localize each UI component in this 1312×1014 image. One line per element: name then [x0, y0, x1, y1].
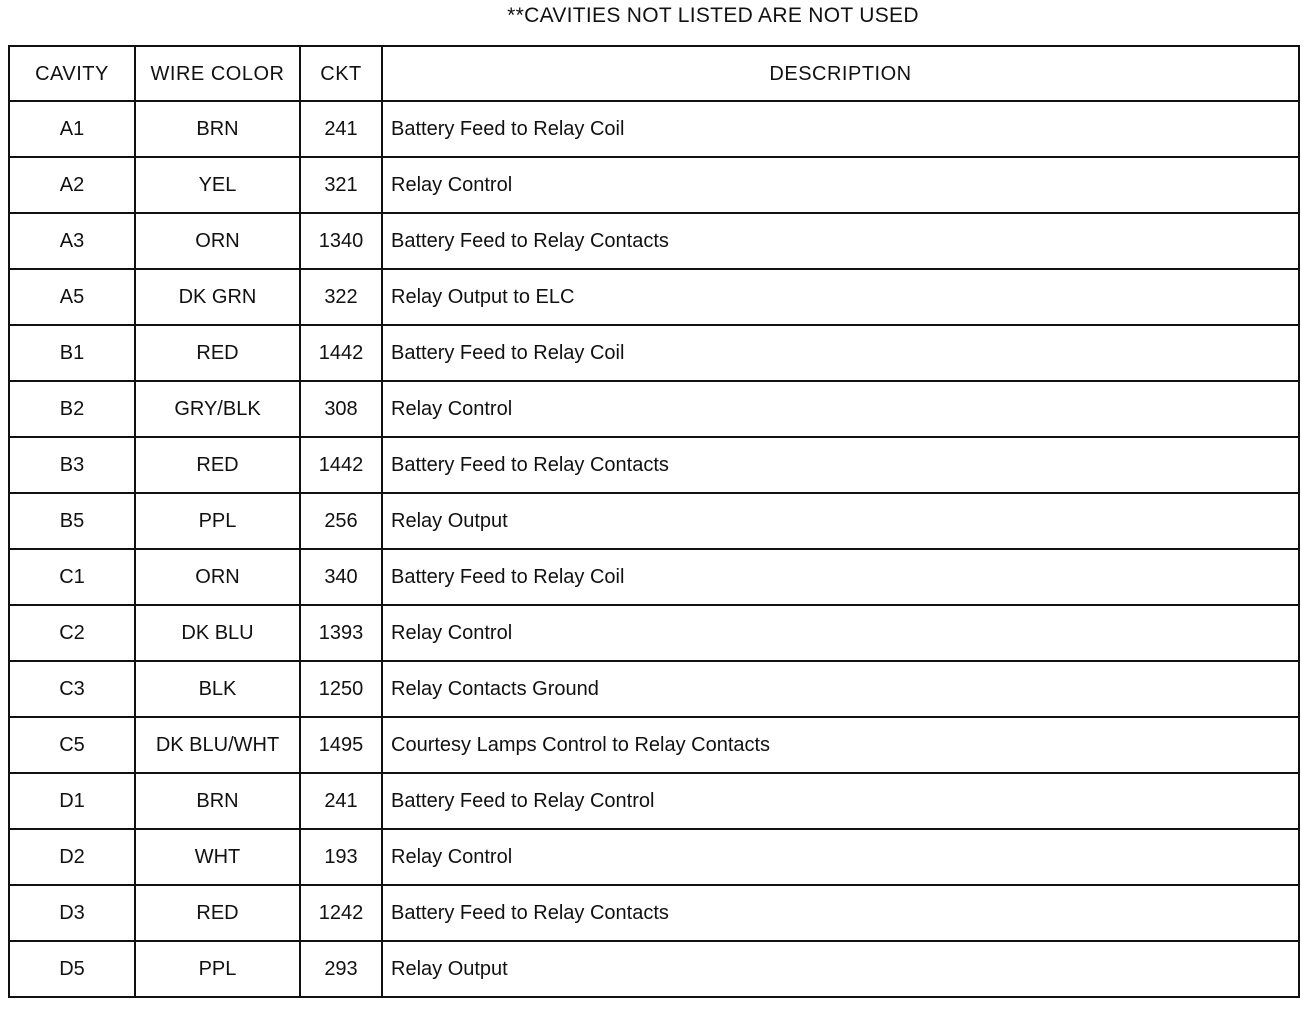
- table-row: [9, 829, 1299, 885]
- cell-ckt: 241: [300, 101, 382, 157]
- cell-description: Battery Feed to Relay Contacts: [382, 885, 1299, 941]
- table-row: [9, 381, 1299, 437]
- cell-description: Relay Control: [382, 605, 1299, 661]
- header-row: [9, 46, 1299, 101]
- cell-cavity: C1: [9, 549, 135, 605]
- cell-cavity: D1: [9, 773, 135, 829]
- table-header: [9, 46, 1299, 101]
- cell-wire-color: BRN: [135, 101, 300, 157]
- cell-cavity: C2: [9, 605, 135, 661]
- table-row: [9, 773, 1299, 829]
- cell-description: Battery Feed to Relay Coil: [382, 325, 1299, 381]
- cell-wire-color: ORN: [135, 549, 300, 605]
- cell-cavity: C5: [9, 717, 135, 773]
- header-ckt: CKT: [300, 46, 382, 101]
- connector-pinout-table: [8, 45, 1300, 998]
- cell-ckt: 321: [300, 157, 382, 213]
- table-body: [9, 101, 1299, 997]
- cell-wire-color: PPL: [135, 493, 300, 549]
- cell-wire-color: RED: [135, 325, 300, 381]
- header-description: DESCRIPTION: [382, 46, 1299, 101]
- cell-description: Battery Feed to Relay Control: [382, 773, 1299, 829]
- cell-ckt: 241: [300, 773, 382, 829]
- cell-wire-color: RED: [135, 885, 300, 941]
- cell-cavity: B1: [9, 325, 135, 381]
- cell-description: Relay Output: [382, 493, 1299, 549]
- header-wire-color: WIRE COLOR: [135, 46, 300, 101]
- cell-cavity: A5: [9, 269, 135, 325]
- cell-ckt: 1393: [300, 605, 382, 661]
- table-row: [9, 549, 1299, 605]
- table-row: [9, 269, 1299, 325]
- table-row: [9, 661, 1299, 717]
- cell-description: Courtesy Lamps Control to Relay Contacts: [382, 717, 1299, 773]
- cell-ckt: 308: [300, 381, 382, 437]
- cell-description: Battery Feed to Relay Contacts: [382, 213, 1299, 269]
- cell-wire-color: RED: [135, 437, 300, 493]
- cell-description: Battery Feed to Relay Contacts: [382, 437, 1299, 493]
- cell-wire-color: BLK: [135, 661, 300, 717]
- table-row: [9, 941, 1299, 997]
- cell-ckt: 1250: [300, 661, 382, 717]
- cell-wire-color: DK GRN: [135, 269, 300, 325]
- cell-ckt: 322: [300, 269, 382, 325]
- cell-description: Relay Output: [382, 941, 1299, 997]
- cell-cavity: A3: [9, 213, 135, 269]
- cell-ckt: 1242: [300, 885, 382, 941]
- cell-ckt: 1495: [300, 717, 382, 773]
- cell-wire-color: DK BLU: [135, 605, 300, 661]
- cell-wire-color: PPL: [135, 941, 300, 997]
- cell-wire-color: ORN: [135, 213, 300, 269]
- table-row: [9, 885, 1299, 941]
- cell-cavity: A1: [9, 101, 135, 157]
- cell-cavity: A2: [9, 157, 135, 213]
- cell-ckt: 1442: [300, 437, 382, 493]
- table-row: [9, 325, 1299, 381]
- table-row: [9, 605, 1299, 661]
- cell-cavity: B5: [9, 493, 135, 549]
- cell-ckt: 1340: [300, 213, 382, 269]
- cell-wire-color: BRN: [135, 773, 300, 829]
- cell-ckt: 256: [300, 493, 382, 549]
- table-row: [9, 213, 1299, 269]
- cell-description: Relay Output to ELC: [382, 269, 1299, 325]
- cell-ckt: 340: [300, 549, 382, 605]
- cell-ckt: 293: [300, 941, 382, 997]
- cell-cavity: B3: [9, 437, 135, 493]
- cell-cavity: C3: [9, 661, 135, 717]
- cell-wire-color: GRY/BLK: [135, 381, 300, 437]
- cell-cavity: B2: [9, 381, 135, 437]
- cell-wire-color: WHT: [135, 829, 300, 885]
- cell-description: Battery Feed to Relay Coil: [382, 101, 1299, 157]
- table-row: [9, 157, 1299, 213]
- table-row: [9, 493, 1299, 549]
- cell-description: Relay Contacts Ground: [382, 661, 1299, 717]
- cell-wire-color: DK BLU/WHT: [135, 717, 300, 773]
- cell-ckt: 1442: [300, 325, 382, 381]
- cell-description: Battery Feed to Relay Coil: [382, 549, 1299, 605]
- cell-cavity: D2: [9, 829, 135, 885]
- cell-description: Relay Control: [382, 381, 1299, 437]
- cell-cavity: D5: [9, 941, 135, 997]
- cell-wire-color: YEL: [135, 157, 300, 213]
- cell-description: Relay Control: [382, 157, 1299, 213]
- table-row: [9, 437, 1299, 493]
- cell-description: Relay Control: [382, 829, 1299, 885]
- table-row: [9, 717, 1299, 773]
- cell-cavity: D3: [9, 885, 135, 941]
- unused-cavities-note: **CAVITIES NOT LISTED ARE NOT USED: [507, 4, 919, 27]
- table-row: [9, 101, 1299, 157]
- cell-ckt: 193: [300, 829, 382, 885]
- header-cavity: CAVITY: [9, 46, 135, 101]
